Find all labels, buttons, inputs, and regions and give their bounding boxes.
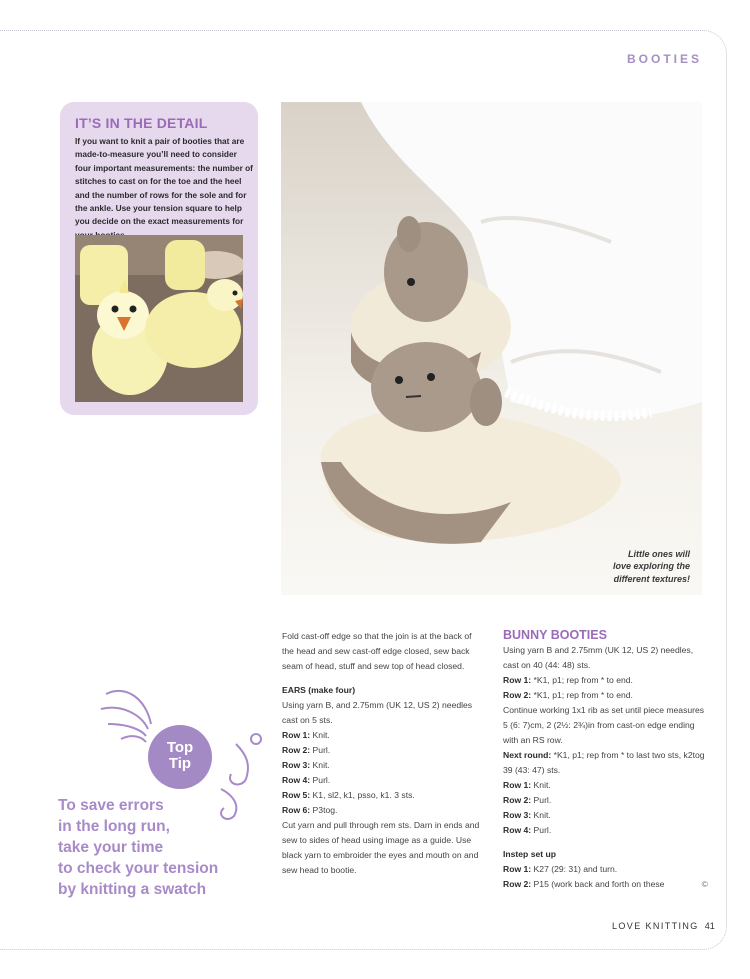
pattern-row: Row 5: K1, sl2, k1, psso, k1. 3 sts.: [282, 790, 415, 800]
pattern-row: Row 2: P15 (work back and forth on these ©: [503, 877, 708, 892]
bunny-intro: Using yarn B and 2.75mm (UK 12, US 2) needles, cast on 40 (44: 48) sts.: [503, 645, 694, 670]
next-round: Next round: *K1, p1; rep from * to last two sts, k2tog 39 (43: 47) sts.: [503, 750, 705, 775]
magazine-name: LOVE KNITTING: [612, 921, 699, 931]
pattern-row: Row 2: *K1, p1; rep from * to end.: [503, 690, 633, 700]
pattern-row: Row 4: Purl.: [503, 825, 552, 835]
pattern-row: Row 3: Knit.: [503, 810, 551, 820]
continue-mark: ©: [701, 879, 708, 889]
pattern-row: Row 2: Purl.: [503, 795, 552, 805]
pattern-row: Row 6: P3tog.: [282, 805, 338, 815]
detail-panel: [60, 102, 258, 415]
page-number: 41: [704, 921, 715, 931]
pattern-row: Row 3: Knit.: [282, 760, 330, 770]
pattern-row: Row 1: K27 (29: 31) and turn.: [503, 864, 618, 874]
top-tip-badge: Top Tip: [148, 725, 212, 789]
continue-paragraph: Continue working 1x1 rib as set until piece measures 5 (6: 7)cm, 2 (2½: 2¾)in from cast-on edge ending with an RS row.: [503, 705, 705, 745]
pattern-row: Row 1: *K1, p1; rep from * to end.: [503, 675, 633, 685]
pattern-row: Row 2: Purl.: [282, 745, 331, 755]
bunny-booties-photo: [281, 102, 702, 595]
tip-text: To save errors in the long run, take your time to check your tension by knitting a swatch: [58, 797, 219, 898]
bunny-booties-title: BUNNY BOOTIES: [503, 628, 607, 642]
chick-booties-photo: [75, 235, 243, 402]
ears-intro: Using yarn B, and 2.75mm (UK 12, US 2) needles cast on 5 sts.: [282, 700, 473, 725]
page-footer: [612, 921, 715, 931]
pattern-row: Row 1: Knit.: [282, 730, 330, 740]
detail-title: IT’S IN THE DETAIL: [75, 115, 208, 131]
detail-text: If you want to knit a pair of booties that are made-to-measure you’ll need to consider four important measurements: the number of stitches to cast on for the toe and the heel and the number of rows for the sole and for the ankle. Use your tension square to help you decide on the exact measurements for: [75, 136, 253, 227]
instep-heading: Instep set up: [503, 849, 557, 859]
ears-heading: EARS (make four): [282, 685, 356, 695]
pattern-row: Row 1: Knit.: [503, 780, 551, 790]
section-heading: BOOTIES: [626, 52, 702, 66]
intro-paragraph: Fold cast-off edge so that the join is at the back of the head and sew cast-off edge closed, sew back seam of head, stuff and sew top of head closed.: [282, 631, 472, 671]
pattern-row: Row 4: Purl.: [282, 775, 331, 785]
photo-caption: Little ones will love exploring the different textures!: [612, 548, 690, 584]
finish-paragraph: Cut yarn and pull through rem sts. Darn in ends and sew to sides of head using image as a guide. Use black yarn to embroider the eyes and mouth on and sew head to bootie.: [282, 820, 480, 875]
pattern-column-ears: [282, 629, 482, 878]
pattern-column-bunny: [503, 629, 708, 892]
